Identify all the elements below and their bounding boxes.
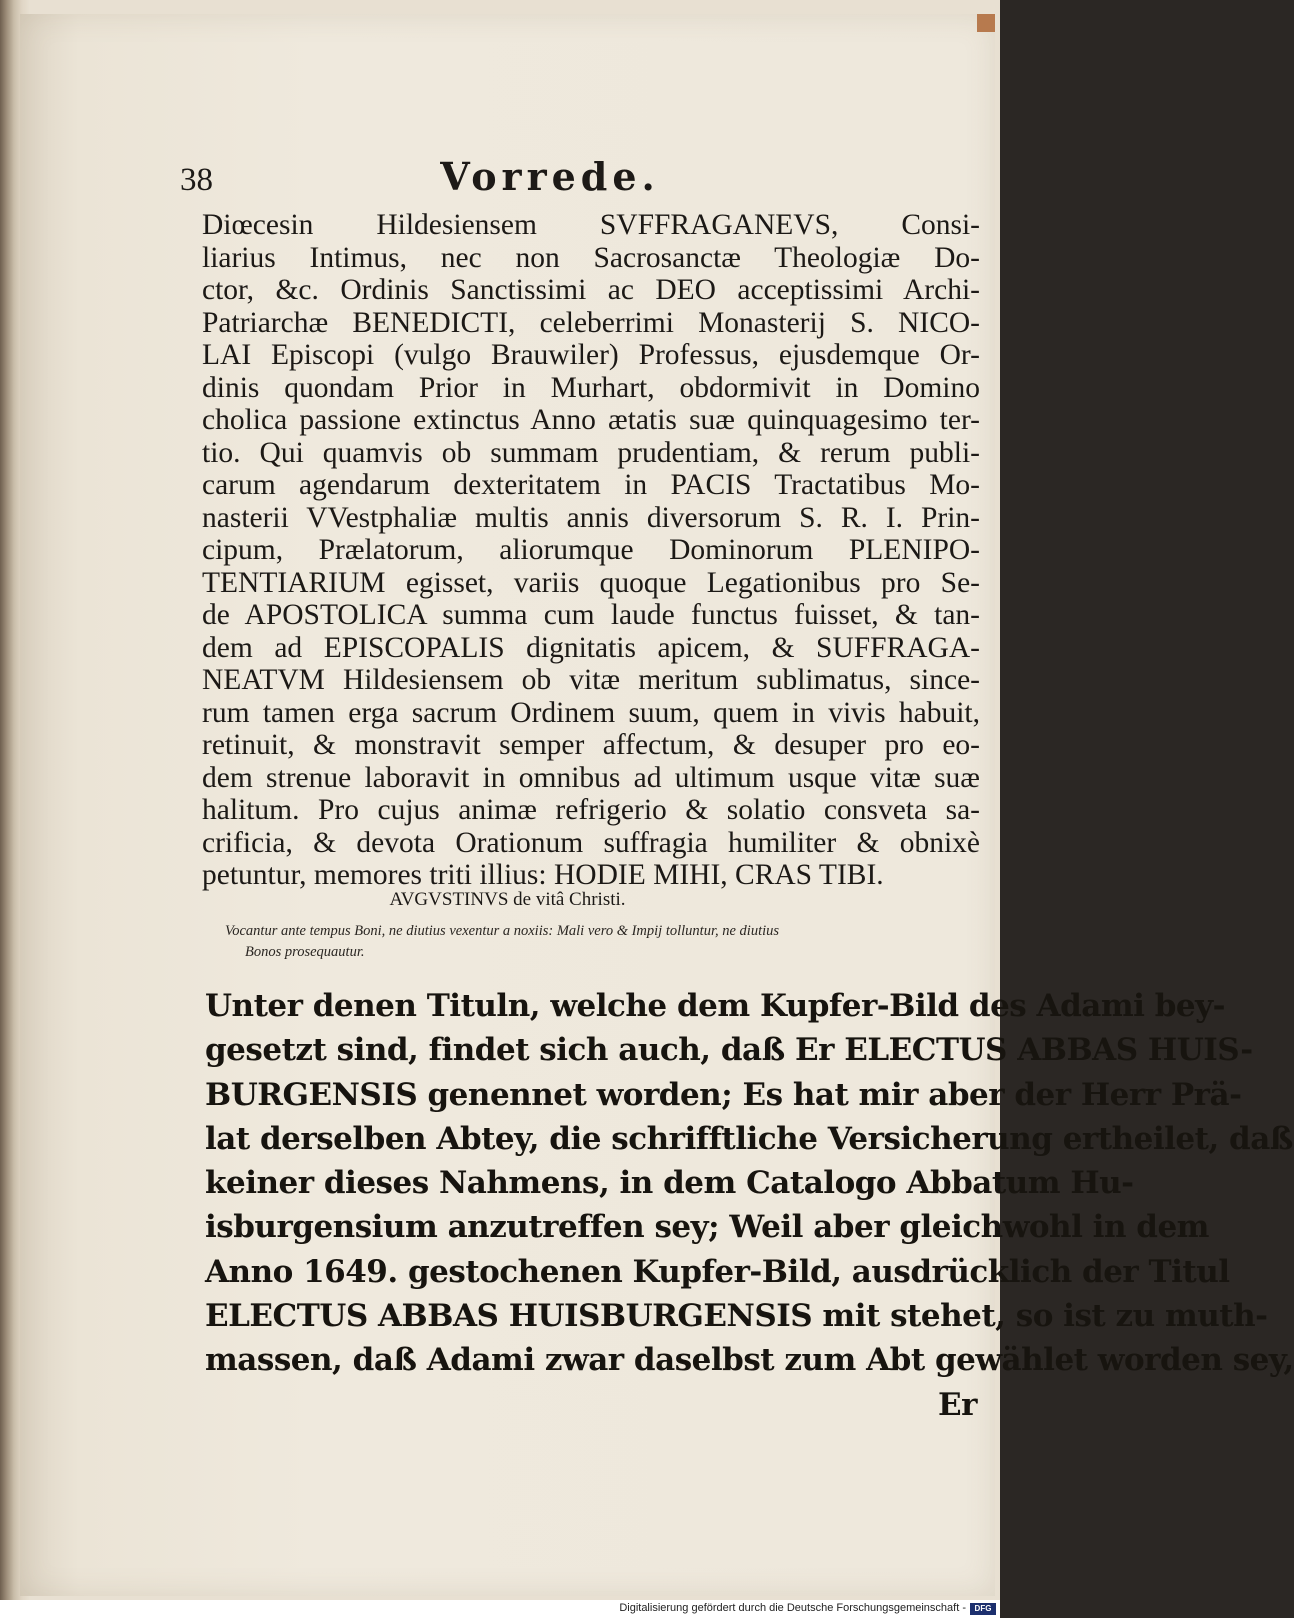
latin-line: dem strenue laboravit in omnibus ad ultimum usque vitæ suæ bbox=[202, 761, 980, 794]
quote-line: Vocantur ante tempus Boni, ne diutius vexentur a noxiis: Mali vero & Impij tolluntur, ne diutius bbox=[225, 923, 780, 939]
latin-line: dem ad EPISCOPALIS dignitatis apicem, & SUFFRAGA- bbox=[202, 631, 980, 664]
quote-attribution: AVGVSTINVS de vitâ Christi. bbox=[389, 889, 626, 910]
latin-line: LAI Episcopi (vulgo Brauwiler) Professus, ejusdemque Or- bbox=[202, 339, 980, 371]
latin-line: de APOSTOLICA summa cum laude functus fuisset, & tan- bbox=[202, 599, 980, 631]
latin-paragraph bbox=[202, 209, 980, 892]
latin-line: retinuit, & monstravit semper affectum, & desuper pro eo- bbox=[202, 729, 980, 761]
latin-line: rum tamen erga sacrum Ordinem suum, quem in vivis habuit, bbox=[202, 696, 980, 729]
latin-line: TENTIARIUM egisset, variis quoque Legationibus pro Se- bbox=[202, 566, 980, 599]
german-line: massen, daß Adami zwar daselbst zum Abt gewählet worden sey, bbox=[205, 1342, 1294, 1379]
latin-line: dinis quondam Prior in Murhart, obdormivit in Domino bbox=[202, 371, 980, 404]
german-line: gesetzt sind, findet sich auch, daß Er ELECTUS ABBAS HUIS- bbox=[205, 1032, 1253, 1069]
latin-line: nasterii VVestphaliæ multis annis diversorum S. R. I. Prin- bbox=[202, 501, 980, 534]
page-corner-tab bbox=[977, 14, 995, 32]
german-line: keiner dieses Nahmens, in dem Catalogo Abbatum Hu- bbox=[205, 1165, 1134, 1202]
book-page bbox=[20, 14, 1294, 1596]
german-line: Unter denen Tituln, welche dem Kupfer-Bild des Adami bey- bbox=[205, 988, 1226, 1024]
german-line: BURGENSIS genennet worden; Es hat mir aber der Herr Prä- bbox=[205, 1076, 1242, 1113]
latin-quote bbox=[225, 921, 965, 963]
german-line: Anno 1649. gestochenen Kupfer-Bild, ausdrücklich der Titul bbox=[205, 1253, 1230, 1290]
digitization-credit: Digitalisierung gefördert durch die Deutsche Forschungsgemeinschaft - bbox=[619, 1602, 966, 1614]
catchword: Er bbox=[938, 1386, 977, 1423]
latin-line: cholica passione extinctus Anno ætatis suæ quinquagesimo ter- bbox=[202, 404, 980, 436]
latin-line: liarius Intimus, nec non Sacrosanctæ Theologiæ Do- bbox=[202, 241, 980, 274]
german-line: lat derselben Abtey, die schrifftliche Versicherung ertheilet, daß bbox=[205, 1120, 1293, 1157]
quote-line: Bonos prosequautur. bbox=[245, 944, 365, 960]
running-title: Vorrede. bbox=[440, 154, 660, 199]
latin-line: ctor, &c. Ordinis Sanctissimi ac DEO acceptissimi Archi- bbox=[202, 274, 980, 306]
dfg-logo-icon: DFG bbox=[970, 1603, 996, 1615]
latin-line: NEATVM Hildesiensem ob vitæ meritum sublimatus, since- bbox=[202, 664, 980, 696]
latin-line: cipum, Prælatorum, aliorumque Dominorum PLENIPO- bbox=[202, 534, 980, 566]
latin-line: crificia, & devota Orationum suffragia humiliter & obnixè bbox=[202, 826, 980, 859]
latin-line: tio. Qui quamvis ob summam prudentiam, & rerum publi- bbox=[202, 436, 980, 469]
german-line: isburgensium anzutreffen sey; Weil aber gleichwohl in dem bbox=[205, 1209, 1209, 1246]
latin-line: carum agendarum dexteritatem in PACIS Tractatibus Mo- bbox=[202, 469, 980, 501]
latin-line: halitum. Pro cujus animæ refrigerio & solatio consveta sa- bbox=[202, 794, 980, 826]
german-paragraph bbox=[205, 984, 1294, 1427]
german-line: ELECTUS ABBAS HUISBURGENSIS mit stehet, so ist zu muth- bbox=[205, 1298, 1268, 1335]
latin-line: Patriarchæ BENEDICTI, celeberrimi Monasterij S. NICO- bbox=[202, 306, 980, 339]
page-header bbox=[20, 154, 995, 214]
latin-line: Diœcesin Hildesiensem SVFFRAGANEVS, Consi- bbox=[202, 209, 980, 241]
page-number: 38 bbox=[180, 162, 213, 198]
latin-line: petuntur, memores triti illius: HODIE MIHI, CRAS TIBI. bbox=[202, 859, 884, 891]
